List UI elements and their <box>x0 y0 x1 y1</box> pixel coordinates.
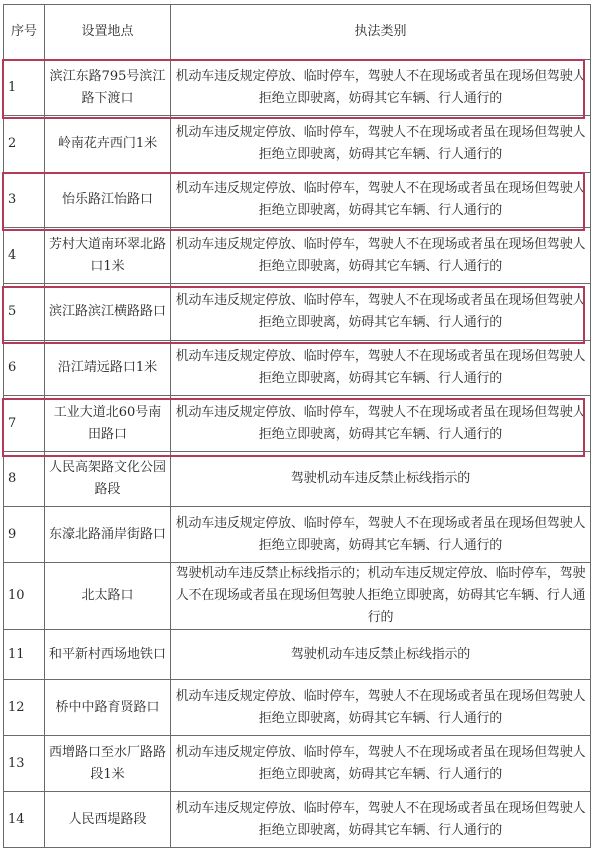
row-category: 驾驶机动车违反禁止标线指示的；机动车违反规定停放、临时停车，驾驶人不在现场或者虽在现场但驾驶人拒绝立即驶离，妨碍其它车辆、行人通行的 <box>171 563 591 630</box>
row-no: 6 <box>4 341 45 396</box>
row-location: 滨江东路795号滨江路下渡口 <box>45 60 171 116</box>
row-no: 5 <box>4 284 45 341</box>
row-category: 机动车违反规定停放、临时停车，驾驶人不在现场或者虽在现场但驾驶人拒绝立即驶离，妨碍其它车辆、行人通行的 <box>171 680 591 736</box>
row-no: 11 <box>4 630 45 680</box>
row-no: 12 <box>4 680 45 736</box>
row-category: 机动车违反规定停放、临时停车，驾驶人不在现场或者虽在现场但驾驶人拒绝立即驶离，妨碍其它车辆、行人通行的 <box>171 792 591 848</box>
row-no: 8 <box>4 452 45 507</box>
row-category: 机动车违反规定停放、临时停车，驾驶人不在现场或者虽在现场但驾驶人拒绝立即驶离，妨碍其它车辆、行人通行的 <box>171 341 591 396</box>
table-row <box>4 116 591 173</box>
row-location: 怡乐路江怡路口 <box>45 173 171 228</box>
table-row <box>4 396 591 452</box>
row-location: 工业大道北60号南田路口 <box>45 396 171 452</box>
table-row <box>4 792 591 848</box>
row-no: 3 <box>4 173 45 228</box>
table-row <box>4 507 591 563</box>
row-no: 2 <box>4 116 45 173</box>
table-header-row <box>4 5 591 60</box>
row-location: 人民高架路文化公园路段 <box>45 452 171 507</box>
table-row <box>4 341 591 396</box>
row-category: 机动车违反规定停放、临时停车，驾驶人不在现场或者虽在现场但驾驶人拒绝立即驶离，妨碍其它车辆、行人通行的 <box>171 228 591 284</box>
row-category: 驾驶机动车违反禁止标线指示的 <box>171 452 591 507</box>
row-category: 机动车违反规定停放、临时停车，驾驶人不在现场或者虽在现场但驾驶人拒绝立即驶离，妨碍其它车辆、行人通行的 <box>171 736 591 792</box>
table-row <box>4 563 591 630</box>
table-row <box>4 228 591 284</box>
row-location: 和平新村西场地铁口 <box>45 630 171 680</box>
row-location: 西增路口至水厂路路段1米 <box>45 736 171 792</box>
row-location: 滨江路滨江横路路口 <box>45 284 171 341</box>
header-no: 序号 <box>4 5 45 60</box>
row-category: 机动车违反规定停放、临时停车，驾驶人不在现场或者虽在现场但驾驶人拒绝立即驶离，妨碍其它车辆、行人通行的 <box>171 284 591 341</box>
row-location: 北太路口 <box>45 563 171 630</box>
row-location: 沿江靖远路口1米 <box>45 341 171 396</box>
row-category: 机动车违反规定停放、临时停车，驾驶人不在现场或者虽在现场但驾驶人拒绝立即驶离，妨碍其它车辆、行人通行的 <box>171 173 591 228</box>
row-category: 机动车违反规定停放、临时停车，驾驶人不在现场或者虽在现场但驾驶人拒绝立即驶离，妨碍其它车辆、行人通行的 <box>171 60 591 116</box>
row-no: 14 <box>4 792 45 848</box>
row-no: 10 <box>4 563 45 630</box>
row-no: 1 <box>4 60 45 116</box>
row-category: 机动车违反规定停放、临时停车，驾驶人不在现场或者虽在现场但驾驶人拒绝立即驶离，妨碍其它车辆、行人通行的 <box>171 116 591 173</box>
table-row <box>4 680 591 736</box>
row-location: 芳村大道南环翠北路口1米 <box>45 228 171 284</box>
row-category: 机动车违反规定停放、临时停车，驾驶人不在现场或者虽在现场但驾驶人拒绝立即驶离，妨碍其它车辆、行人通行的 <box>171 396 591 452</box>
table-row <box>4 452 591 507</box>
row-no: 7 <box>4 396 45 452</box>
row-no: 13 <box>4 736 45 792</box>
row-category: 机动车违反规定停放、临时停车，驾驶人不在现场或者虽在现场但驾驶人拒绝立即驶离，妨碍其它车辆、行人通行的 <box>171 507 591 563</box>
header-location: 设置地点 <box>45 5 171 60</box>
table-row <box>4 173 591 228</box>
row-location: 东濠北路涌岸街路口 <box>45 507 171 563</box>
table-row <box>4 630 591 680</box>
row-no: 4 <box>4 228 45 284</box>
header-category: 执法类别 <box>171 5 591 60</box>
enforcement-location-table <box>3 4 591 848</box>
row-location: 人民西堤路段 <box>45 792 171 848</box>
table-row <box>4 60 591 116</box>
row-no: 9 <box>4 507 45 563</box>
row-location: 桥中中路育贤路口 <box>45 680 171 736</box>
row-location: 岭南花卉西门1米 <box>45 116 171 173</box>
table-row <box>4 736 591 792</box>
row-category: 驾驶机动车违反禁止标线指示的 <box>171 630 591 680</box>
table-row <box>4 284 591 341</box>
